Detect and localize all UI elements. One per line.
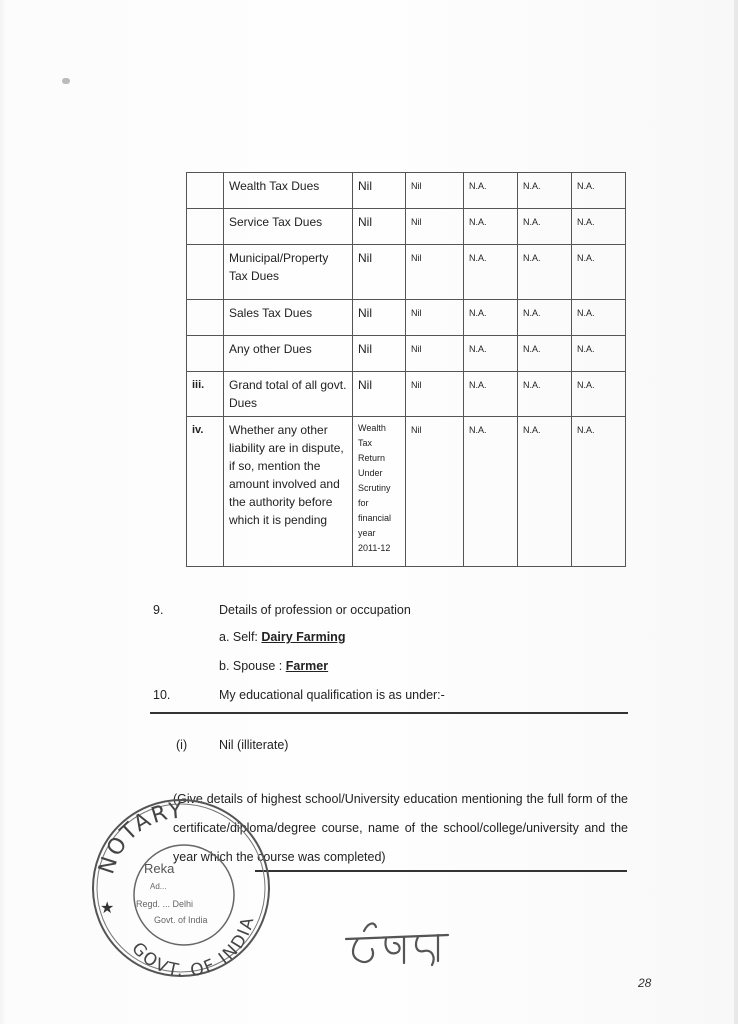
section-heading: My educational qualification is as under:- [219,688,445,702]
self-value: Dairy Farming [261,630,346,644]
row-value: N.A. [518,336,572,372]
page-edge [734,0,738,1024]
row-value: Nil [353,372,406,417]
spouse-value: Farmer [285,659,329,673]
row-value: N.A. [464,417,518,567]
row-item: Whether any other liability are in dispute, if so, mention the amount involved and the authority before which it is pending [224,417,353,567]
row-value: N.A. [572,372,626,417]
row-value: Nil [406,173,464,209]
row-value: N.A. [572,209,626,245]
star-icon: ★ [100,900,115,917]
row-item: Wealth Tax Dues [224,173,353,209]
row-value: N.A. [572,336,626,372]
row-value: N.A. [464,336,518,372]
row-value: Nil [353,300,406,336]
row-value: Nil [353,336,406,372]
qualification-note: (Give details of highest school/University education mentioning the full form of the certificate/diploma/degree course, name of the school/college/university and the year which the course was completed) [173,792,628,864]
row-item: Sales Tax Dues [224,300,353,336]
row-value: N.A. [464,372,518,417]
row-value: Wealth Tax Return Under Scrutiny for financial year 2011-12 [353,417,406,567]
row-item: Grand total of all govt. Dues [224,372,353,417]
table-row [187,209,626,245]
row-value: Nil [406,300,464,336]
qualification-text: Nil (illiterate) [219,738,289,752]
row-value: Nil [406,417,464,567]
row-value: N.A. [464,245,518,300]
row-item: Any other Dues [224,336,353,372]
stamp-line: Regd. ... Delhi [136,899,194,909]
row-value: N.A. [518,417,572,567]
stamp-top-text: NOTARY [94,798,185,878]
row-value: Nil [353,173,406,209]
table-row [187,417,626,567]
row-value: Nil [353,209,406,245]
occupation-self [219,630,345,644]
stamp-bottom-text: GOVT. OF INDIA [127,913,259,981]
spouse-label: b. Spouse : [219,659,283,673]
item-number: (i) [176,738,188,752]
occupation-spouse [219,659,328,673]
row-number [187,245,224,300]
row-value: N.A. [464,209,518,245]
row-number: iv. [187,417,224,567]
row-number [187,209,224,245]
row-value: N.A. [518,245,572,300]
self-label: a. Self: [219,630,258,644]
stamp-line: Reka [144,861,175,876]
table-row [187,372,626,417]
stamp-line: Govt. of India [154,915,208,925]
notary-stamp [88,795,274,981]
row-value: N.A. [518,173,572,209]
stamp-line: Ad... [150,882,167,891]
handwritten-signature [342,913,454,975]
table-row [187,336,626,372]
row-value: Nil [406,336,464,372]
row-value: Nil [353,245,406,300]
section-heading: Details of profession or occupation [219,603,411,617]
row-item: Municipal/Property Tax Dues [224,245,353,300]
row-value: Nil [406,209,464,245]
section-number: 10. [153,688,171,702]
row-value: N.A. [572,245,626,300]
table-row [187,300,626,336]
horizontal-rule [150,712,628,714]
row-item: Service Tax Dues [224,209,353,245]
govt-dues-table [186,172,626,567]
section-number: 9. [153,603,164,617]
row-value: N.A. [518,300,572,336]
row-value: N.A. [518,372,572,417]
row-value: N.A. [572,417,626,567]
table-row [187,173,626,209]
row-value: N.A. [464,300,518,336]
row-value: N.A. [464,173,518,209]
horizontal-rule [255,870,627,872]
row-value: N.A. [572,300,626,336]
page-number: 28 [638,976,652,990]
row-value: Nil [406,372,464,417]
row-number [187,336,224,372]
row-number [187,300,224,336]
table-row [187,245,626,300]
row-value: Nil [406,245,464,300]
row-value: N.A. [518,209,572,245]
row-number: iii. [187,372,224,417]
row-number [187,173,224,209]
scan-speck [62,78,70,84]
row-value: N.A. [572,173,626,209]
